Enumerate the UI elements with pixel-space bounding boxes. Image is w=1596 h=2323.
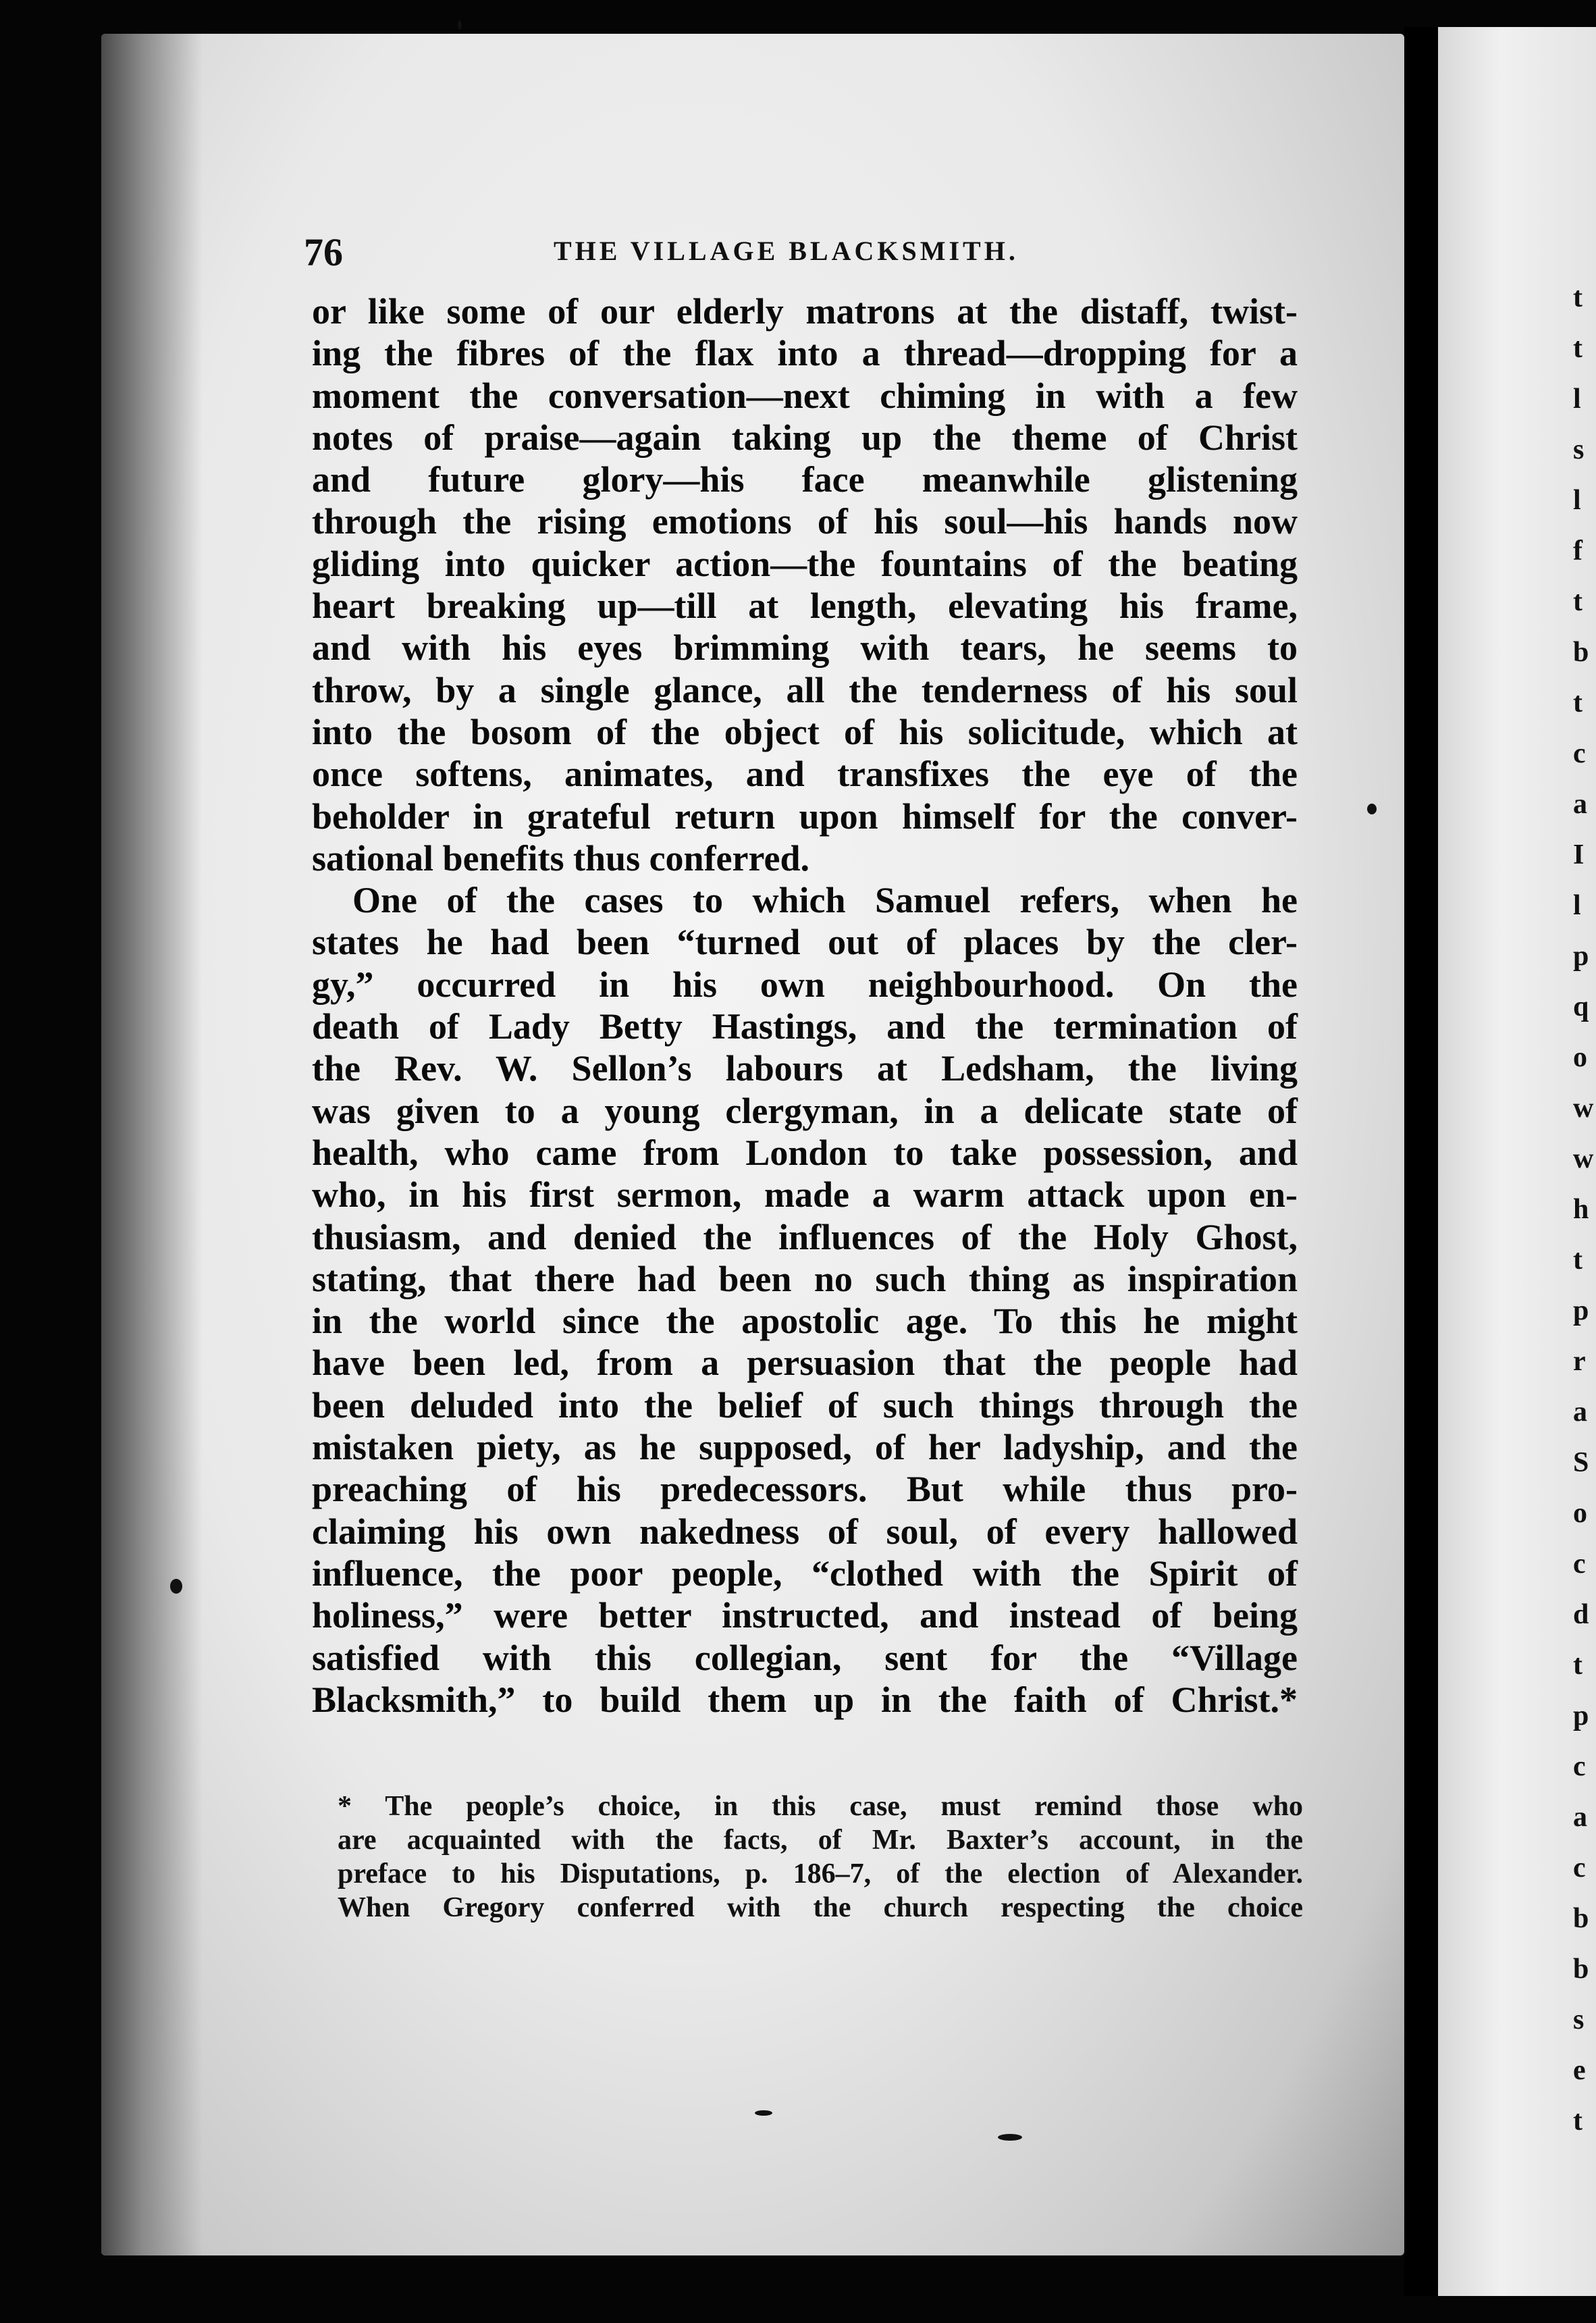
text-line: satisfied with this collegian, sent for the “Village	[312, 1637, 1298, 1678]
facing-page-letter: b	[1573, 1903, 1589, 1934]
gutter-shadow	[101, 34, 203, 2255]
text-line: in the world since the apostolic age. To this he might	[312, 1301, 1298, 1342]
facing-page-letter: p	[1573, 1295, 1589, 1326]
facing-page-letter: f	[1573, 536, 1582, 567]
text-line: One of the cases to which Samuel refers, when he	[352, 880, 1298, 921]
facing-page-letter: t	[1573, 2106, 1582, 2137]
text-line: gy,” occurred in his own neighbourhood. On the	[312, 964, 1298, 1005]
text-line: and with his eyes brimming with tears, he seems to	[312, 627, 1298, 669]
text-line: moment the conversation—next chiming in with a few	[312, 375, 1298, 416]
facing-page-letter: q	[1573, 991, 1589, 1022]
facing-page-letter: t	[1573, 586, 1582, 617]
facing-page-letter: p	[1573, 1700, 1589, 1731]
text-line: preaching of his predecessors. But while thus pro-	[312, 1469, 1298, 1510]
text-line: and future glory—his face meanwhile glistening	[312, 459, 1298, 500]
facing-page-letter: e	[1573, 2055, 1586, 2086]
scan-speck	[1367, 804, 1377, 814]
scan-speck	[458, 20, 462, 30]
footnote-line: When Gregory conferred with the church respecting the choice	[338, 1892, 1303, 1923]
binding-line	[1404, 27, 1438, 2296]
facing-page-letter: a	[1573, 1802, 1587, 1833]
footnote-line: preface to his Disputations, p. 186–7, of the election of Alexander.	[338, 1858, 1303, 1889]
text-line: states he had been “turned out of places by the cler-	[312, 922, 1298, 963]
facing-page-letter: o	[1573, 1498, 1587, 1529]
paragraph-1	[312, 290, 1298, 879]
text-line: the Rev. W. Sellon’s labours at Ledsham, the living	[312, 1048, 1298, 1089]
text-line: stating, that there had been no such thing as inspiration	[312, 1258, 1298, 1299]
page-number: 76	[304, 230, 343, 274]
text-line: death of Lady Betty Hastings, and the termination of	[312, 1006, 1298, 1047]
text-line: thusiasm, and denied the influences of the Holy Ghost,	[312, 1216, 1298, 1257]
text-line: who, in his first sermon, made a warm attack upon en-	[312, 1174, 1298, 1216]
text-line: been deluded into the belief of such things through the	[312, 1384, 1298, 1426]
facing-page-letter: t	[1573, 1650, 1582, 1681]
facing-page-letter: t	[1573, 687, 1582, 719]
facing-page-letter: w	[1573, 1143, 1594, 1174]
text-line: throw, by a single glance, all the tenderness of his soul	[312, 669, 1298, 710]
facing-page-letter: w	[1573, 1093, 1594, 1124]
facing-page-letter: t	[1573, 1245, 1582, 1276]
facing-page-letter: c	[1573, 1751, 1586, 1782]
scan-speck	[170, 1579, 182, 1594]
text-line: through the rising emotions of his soul—his hands now	[312, 501, 1298, 542]
text-line: notes of praise—again taking up the theme of Christ	[312, 417, 1298, 458]
text-line: holiness,” were better instructed, and instead of being	[312, 1595, 1298, 1636]
paragraph-2	[312, 879, 1298, 1721]
facing-page-letter: I	[1573, 839, 1585, 870]
body-text	[312, 290, 1298, 1721]
text-line: Blacksmith,” to build them up in the faith of Christ.*	[312, 1679, 1298, 1720]
facing-page-letter: p	[1573, 941, 1589, 972]
scan-speck	[755, 2110, 772, 2116]
text-line: ing the fibres of the flax into a thread—dropping for a	[312, 333, 1298, 374]
facing-page-letter: l	[1573, 485, 1581, 516]
facing-page-letter: a	[1573, 789, 1587, 820]
facing-page-letter: S	[1573, 1447, 1589, 1478]
facing-page-letter: a	[1573, 1397, 1587, 1428]
text-line: heart breaking up—till at length, elevating his frame,	[312, 585, 1298, 627]
text-line: or like some of our elderly matrons at the distaff, twist-	[312, 291, 1298, 332]
facing-page-letter: o	[1573, 1042, 1587, 1073]
facing-page-letter: d	[1573, 1599, 1589, 1630]
text-line: gliding into quicker action—the fountains of the beating	[312, 543, 1298, 584]
footnote-line: are acquainted with the facts, of Mr. Baxter’s account, in the	[338, 1825, 1303, 1856]
text-line: mistaken piety, as he supposed, of her ladyship, and the	[312, 1427, 1298, 1468]
facing-page-letter: c	[1573, 1852, 1586, 1883]
footnote	[338, 1790, 1303, 1925]
page-header	[0, 223, 1596, 277]
facing-page-letter: t	[1573, 333, 1582, 364]
facing-page-letter: b	[1573, 1954, 1589, 1985]
running-title: THE VILLAGE BLACKSMITH.	[554, 236, 1019, 266]
scan-speck	[998, 2134, 1022, 2141]
text-line: have been led, from a persuasion that the people had	[312, 1342, 1298, 1384]
facing-page-letter: l	[1573, 890, 1581, 921]
text-line: influence, the poor people, “clothed with the Spirit of	[312, 1552, 1298, 1594]
text-line: claiming his own nakedness of soul, of every hallowed	[312, 1511, 1298, 1552]
facing-page-letter: t	[1573, 282, 1582, 313]
text-line: once softens, animates, and transfixes the eye of the	[312, 754, 1298, 795]
text-line: into the bosom of the object of his solicitude, which at	[312, 711, 1298, 752]
text-line: beholder in grateful return upon himself for the conver-	[312, 795, 1298, 837]
facing-page-letter: b	[1573, 637, 1589, 668]
text-line: sational benefits thus conferred.	[312, 837, 809, 879]
footnote-line: * The people’s choice, in this case, must remind those who	[338, 1791, 1303, 1822]
facing-page-letter: s	[1573, 434, 1585, 465]
text-line: health, who came from London to take possession, and	[312, 1132, 1298, 1173]
facing-page-letter: c	[1573, 1548, 1586, 1580]
facing-page-letter: s	[1573, 2004, 1585, 2035]
facing-page-letter: h	[1573, 1194, 1589, 1225]
facing-page-letter: r	[1573, 1346, 1586, 1377]
facing-page-letter: l	[1573, 384, 1581, 415]
facing-page-letter: c	[1573, 738, 1586, 769]
facing-page	[1438, 27, 1596, 2296]
text-line: was given to a young clergyman, in a delicate state of	[312, 1090, 1298, 1131]
